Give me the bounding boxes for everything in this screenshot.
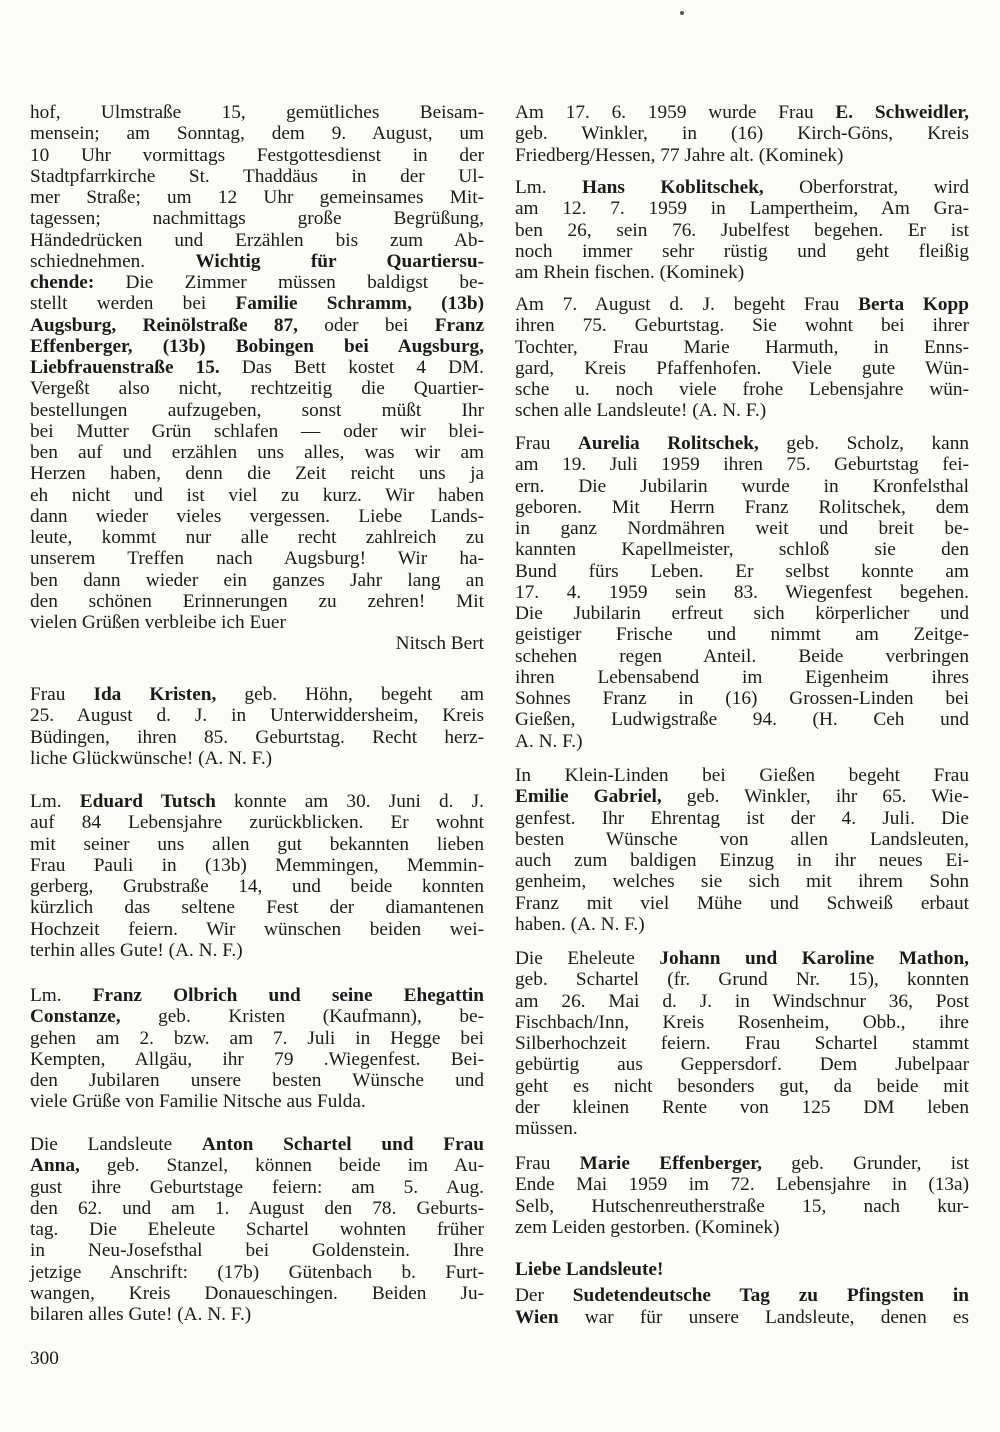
- bold-name: Familie Schramm, (13b): [235, 293, 484, 315]
- text-line: bilaren alles Gute! (A. N. F.): [30, 1304, 252, 1325]
- bold-name: Franz: [434, 314, 485, 336]
- text-line: gehen am 2. bzw. am 7. Juli in Hegge bei: [30, 1027, 484, 1049]
- text-line: [515, 102, 969, 123]
- text-line: geht es nicht besonders gut, da beide mit: [515, 1075, 969, 1097]
- text-line: den 62. und am 1. August den 78. Geburts-: [30, 1197, 484, 1219]
- bold-name: Augsburg, Reinölstraße 87,: [30, 314, 298, 336]
- text-line: leute, kommt nur alle recht zahlreich zu: [30, 527, 484, 548]
- paragraph: [30, 985, 484, 1113]
- text-line: noch immer sehr rüstig und geht fleißig: [515, 240, 969, 262]
- bold-name: E. Schweidler,: [835, 102, 969, 123]
- bold-name: Liebfrauenstraße 15.: [30, 357, 220, 378]
- text-line: Herzen haben, denn die Zeit reicht uns ja: [30, 463, 484, 485]
- bold-name: Anna,: [30, 1155, 80, 1177]
- text-line: gerberg, Grubstraße 14, und beide konnten: [30, 876, 484, 897]
- text-line: eh nicht und ist viel zu kurz. Wir haben: [30, 484, 484, 506]
- text-run: geb. Grunder, ist: [761, 1153, 969, 1174]
- text-line: genfest. Ihr Ehrentag ist der 4. Juli. Die: [515, 807, 969, 829]
- text-line: liche Glückwünsche! (A. N. F.): [30, 747, 273, 769]
- text-line: zem Leiden gestorben. (Kominek): [515, 1216, 780, 1238]
- text-line: müssen.: [515, 1118, 578, 1139]
- text-run: Die Zimmer müssen baldigst be-: [94, 272, 484, 293]
- text-run: geb. Scholz, kann: [758, 433, 969, 454]
- text-line: tagessen; nachmittags große Begrüßung,: [30, 208, 484, 230]
- text-line: [30, 272, 484, 293]
- text-run: Am 7. August d. J. begeht Frau: [515, 294, 859, 315]
- text-line: ben 26, sein 76. Jubelfest begehen. Er ist: [515, 219, 969, 241]
- text-line: viele Grüße von Familie Nitsche aus Fulda.: [30, 1091, 366, 1113]
- text-line: ern. Die Jubilarin wurde in Kronfelsthal: [515, 475, 969, 497]
- text-line: in ganz Nordmähren weit und breit be-: [515, 518, 969, 539]
- paragraph: [30, 684, 484, 769]
- text-line: den Jubilaren unsere besten Wünsche und: [30, 1070, 484, 1091]
- text-line: Gießen, Ludwigstraße 94. (H. Ceh und: [515, 709, 969, 731]
- text-line: [515, 294, 969, 315]
- bold-name: Effenberger, (13b) Bobingen bei Augsburg,: [30, 335, 484, 357]
- text-line: geboren. Mit Herrn Franz Rolitschek, dem: [515, 496, 969, 518]
- bold-name: Aurelia Rolitschek,: [577, 433, 759, 454]
- text-run: Die Eheleute: [515, 948, 660, 969]
- text-line: [30, 1006, 484, 1027]
- text-line: auch zum baldigen Einzug in ihr neues Ei-: [515, 850, 969, 871]
- paragraph: [515, 294, 969, 422]
- text-run: geb. Stanzel, können beide im Au-: [79, 1155, 484, 1177]
- text-line: terhin alles Gute! (A. N. F.): [30, 939, 243, 961]
- text-line: besten Wünsche von allen Landsleuten,: [515, 828, 969, 850]
- text-line: [515, 948, 969, 969]
- paragraph: [30, 1134, 484, 1325]
- paragraph: [515, 1259, 969, 1328]
- bold-name: Wichtig für Quartiersu-: [195, 250, 485, 272]
- bold-name: Hans Koblitschek,: [582, 177, 764, 198]
- text-line: den schönen Erinnerungen zu zehren! Mit: [30, 590, 484, 612]
- paragraph: [515, 765, 969, 935]
- text-line: Büdingen, ihren 85. Geburtstag. Recht herz-: [30, 726, 484, 748]
- text-line: [30, 684, 484, 705]
- text-line: auf 84 Lebensjahre zurückblicken. Er wohnt: [30, 812, 484, 834]
- text-line: Franz mit viel Mühe und Schweiß erbaut: [515, 892, 969, 914]
- text-line: [30, 357, 484, 378]
- text-line: Silberhochzeit feiern. Frau Schartel stammt: [515, 1033, 969, 1054]
- bold-name: Wien: [515, 1306, 559, 1328]
- text-run: geb. Kristen (Kaufmann), be-: [120, 1006, 484, 1028]
- text-line: Die Jubilarin erfreut sich körperlicher und: [515, 603, 969, 624]
- text-run: Frau: [515, 1153, 580, 1174]
- text-line: ben dann wieder ein ganzes Jahr lang an: [30, 569, 484, 591]
- text-line: [30, 1155, 484, 1176]
- text-line: geb. Winkler, in (16) Kirch-Göns, Kreis: [515, 123, 969, 145]
- text-line: am Rhein fischen. (Kominek): [515, 262, 745, 283]
- text-line: [30, 293, 484, 314]
- bold-name: Emilie Gabriel,: [515, 786, 662, 808]
- paragraph: [515, 177, 969, 283]
- text-line: am 12. 7. 1959 in Lampertheim, Am Gra-: [515, 198, 969, 220]
- paragraph: [515, 1153, 969, 1238]
- paragraph: [515, 433, 969, 752]
- text-line: schen alle Landsleute! (A. N. F.): [515, 400, 767, 422]
- bold-name: Liebe Landsleute!: [515, 1259, 664, 1280]
- text-line: am 26. Mai d. J. in Windschnur 36, Post: [515, 990, 969, 1012]
- text-line: Hochzeit feiern. Wir wünschen beiden wei-: [30, 918, 484, 940]
- text-line: [515, 433, 969, 454]
- text-line: [30, 1134, 484, 1155]
- text-run: geb. Höhn, begeht am: [216, 684, 484, 705]
- text-line: [515, 1285, 969, 1306]
- text-line: Bund fürs Leben. Er selbst konnte am: [515, 560, 969, 582]
- text-line: Sohnes Franz in (16) Grossen-Linden bei: [515, 688, 969, 709]
- bold-name: Anton Schartel und Frau: [201, 1134, 484, 1155]
- text-line: geistiger Frische und nimmt am Zeitge-: [515, 624, 969, 646]
- text-line: Stadtpfarrkirche St. Thaddäus in der Ul-: [30, 165, 484, 187]
- text-run: Der: [515, 1285, 573, 1307]
- text-line: mer Straße; um 12 Uhr gemeinsames Mit-: [30, 187, 484, 208]
- text-line: gust ihre Geburtstage feiern: am 5. Aug.: [30, 1176, 484, 1198]
- text-line: [30, 251, 484, 272]
- text-line: 25. August d. J. in Unterwiddersheim, Kreis: [30, 705, 484, 727]
- text-line: geb. Schartel (fr. Grund Nr. 15), konnten: [515, 969, 969, 991]
- paragraph: [515, 102, 969, 166]
- text-line: tag. Die Eheleute Schartel wohnten früher: [30, 1219, 484, 1240]
- text-line: In Klein-Linden bei Gießen begeht Frau: [515, 765, 969, 786]
- text-line: [515, 786, 969, 807]
- text-line: [515, 177, 969, 198]
- text-line: bei Mutter Grün schlafen — oder wir blei-: [30, 420, 484, 442]
- bold-name: Marie Effenberger,: [579, 1153, 762, 1174]
- bold-name: chende:: [30, 272, 95, 293]
- text-run: war für unsere Landsleute, denen es: [558, 1306, 969, 1328]
- text-line: Friedberg/Hessen, 77 Jahre alt. (Kominek): [515, 144, 844, 166]
- text-line: vielen Grüßen verbleibe ich Euer: [30, 612, 286, 633]
- text-line: gard, Kreis Pfaffenhofen. Viele gute Wün-: [515, 357, 969, 379]
- signature: Nitsch Bert: [395, 633, 484, 655]
- bold-name: Johann und Karoline Mathon,: [659, 948, 969, 969]
- text-line: Kempten, Allgäu, ihr 79 .Wiegenfest. Bei-: [30, 1048, 484, 1070]
- bold-name: Eduard Tutsch: [79, 791, 216, 812]
- text-line: [30, 336, 484, 357]
- text-line: 17. 4. 1959 sein 83. Wiegenfest begehen.: [515, 581, 969, 603]
- paragraph: [515, 948, 969, 1139]
- text-line: ihren 75. Geburtstag. Sie wohnt bei ihrer: [515, 315, 969, 337]
- text-line: Vergeßt also nicht, rechtzeitig die Quartier-: [30, 378, 484, 400]
- text-run: Frau: [30, 684, 94, 705]
- paragraph: [30, 791, 484, 961]
- text-run: Am 17. 6. 1959 wurde Frau: [515, 102, 836, 123]
- text-run: Lm.: [515, 177, 583, 198]
- text-line: bestellungen aufzugeben, sonst müßt Ihr: [30, 399, 484, 421]
- text-line: [515, 1307, 969, 1328]
- bold-name: Ida Kristen,: [93, 684, 217, 705]
- text-run: stellt werden bei: [30, 293, 236, 315]
- text-line: Frau Pauli in (13b) Memmingen, Memmin-: [30, 854, 484, 876]
- text-line: [30, 985, 484, 1006]
- text-line: hof, Ulmstraße 15, gemütliches Beisam-: [30, 102, 484, 123]
- text-line: ben auf und erzählen uns alles, was wir am: [30, 442, 484, 463]
- text-run: Die Landsleute: [30, 1134, 202, 1155]
- text-run: Frau: [515, 433, 578, 454]
- text-line: Fischbach/Inn, Kreis Rosenheim, Obb., ihre: [515, 1011, 969, 1033]
- bold-name: Berta Kopp: [858, 294, 969, 315]
- text-line: Tochter, Frau Marie Harmuth, in Enns-: [515, 336, 969, 358]
- text-line: 10 Uhr vormittags Festgottesdienst in der: [30, 144, 484, 166]
- text-line: Selb, Hutschenreutherstraße 15, nach kur-: [515, 1195, 969, 1217]
- text-run: schiednehmen.: [30, 250, 196, 272]
- text-line: kürzlich das seltene Fest der diamantenen: [30, 897, 484, 919]
- text-line: sche u. noch viele frohe Lebensjahre wün-: [515, 379, 969, 400]
- section-heading: [515, 1259, 969, 1280]
- text-line: jetzige Anschrift: (17b) Gütenbach b. Furt-: [30, 1261, 484, 1283]
- text-line: unserem Treffen nach Augsburg! Wir ha-: [30, 548, 484, 570]
- text-run: konnte am 30. Juni d. J.: [215, 791, 484, 812]
- text-line: in Neu-Josefsthal bei Goldenstein. Ihre: [30, 1240, 484, 1262]
- text-line: [30, 791, 484, 812]
- text-line: kannten Kapellmeister, schloß sie den: [515, 539, 969, 561]
- text-line: Händedrücken und Erzählen bis zum Ab-: [30, 229, 484, 251]
- text-run: Das Bett kostet 4 DM.: [219, 357, 485, 378]
- text-line: ihren Lebensabend im Eigenheim ihres: [515, 666, 969, 688]
- text-run: Lm.: [30, 985, 93, 1006]
- text-line: gebürtig aus Geppersdorf. Dem Jubelpaar: [515, 1054, 969, 1076]
- text-run: oder bei: [297, 314, 435, 336]
- text-line: dann wieder vieles vergessen. Liebe Lands-: [30, 505, 484, 527]
- scan-speck: [680, 11, 684, 15]
- bold-name: Franz Olbrich und seine Ehegattin: [92, 985, 484, 1006]
- text-line: der kleinen Rente von 125 DM leben: [515, 1096, 969, 1118]
- text-line: haben. (A. N. F.): [515, 913, 645, 935]
- bold-name: Constanze,: [30, 1006, 121, 1028]
- paragraph: [30, 102, 484, 655]
- text-line: am 19. Juli 1959 ihren 75. Geburtstag fei-: [515, 454, 969, 476]
- text-line: A. N. F.): [515, 730, 583, 752]
- text-line: mensein; am Sonntag, dem 9. August, um: [30, 123, 484, 145]
- text-line: Ende Mai 1959 im 72. Lebensjahre in (13a): [515, 1174, 969, 1196]
- text-line: [30, 315, 484, 336]
- text-line: [515, 1153, 969, 1174]
- text-line: genheim, welches sie sich mit ihrem Sohn: [515, 871, 969, 893]
- bold-name: Sudetendeutsche Tag zu Pfingsten in: [572, 1285, 969, 1307]
- text-run: Oberforstrat, wird: [763, 177, 969, 198]
- page-number: 300: [30, 1348, 59, 1369]
- text-line: wangen, Kreis Donaueschingen. Beiden Ju-: [30, 1282, 484, 1304]
- text-line: mit seiner uns allen gut bekannten lieben: [30, 833, 484, 855]
- text-line: schehen regen Anteil. Beide verbringen: [515, 645, 969, 667]
- text-run: geb. Winkler, ihr 65. Wie-: [661, 786, 969, 808]
- text-run: Lm.: [30, 791, 80, 812]
